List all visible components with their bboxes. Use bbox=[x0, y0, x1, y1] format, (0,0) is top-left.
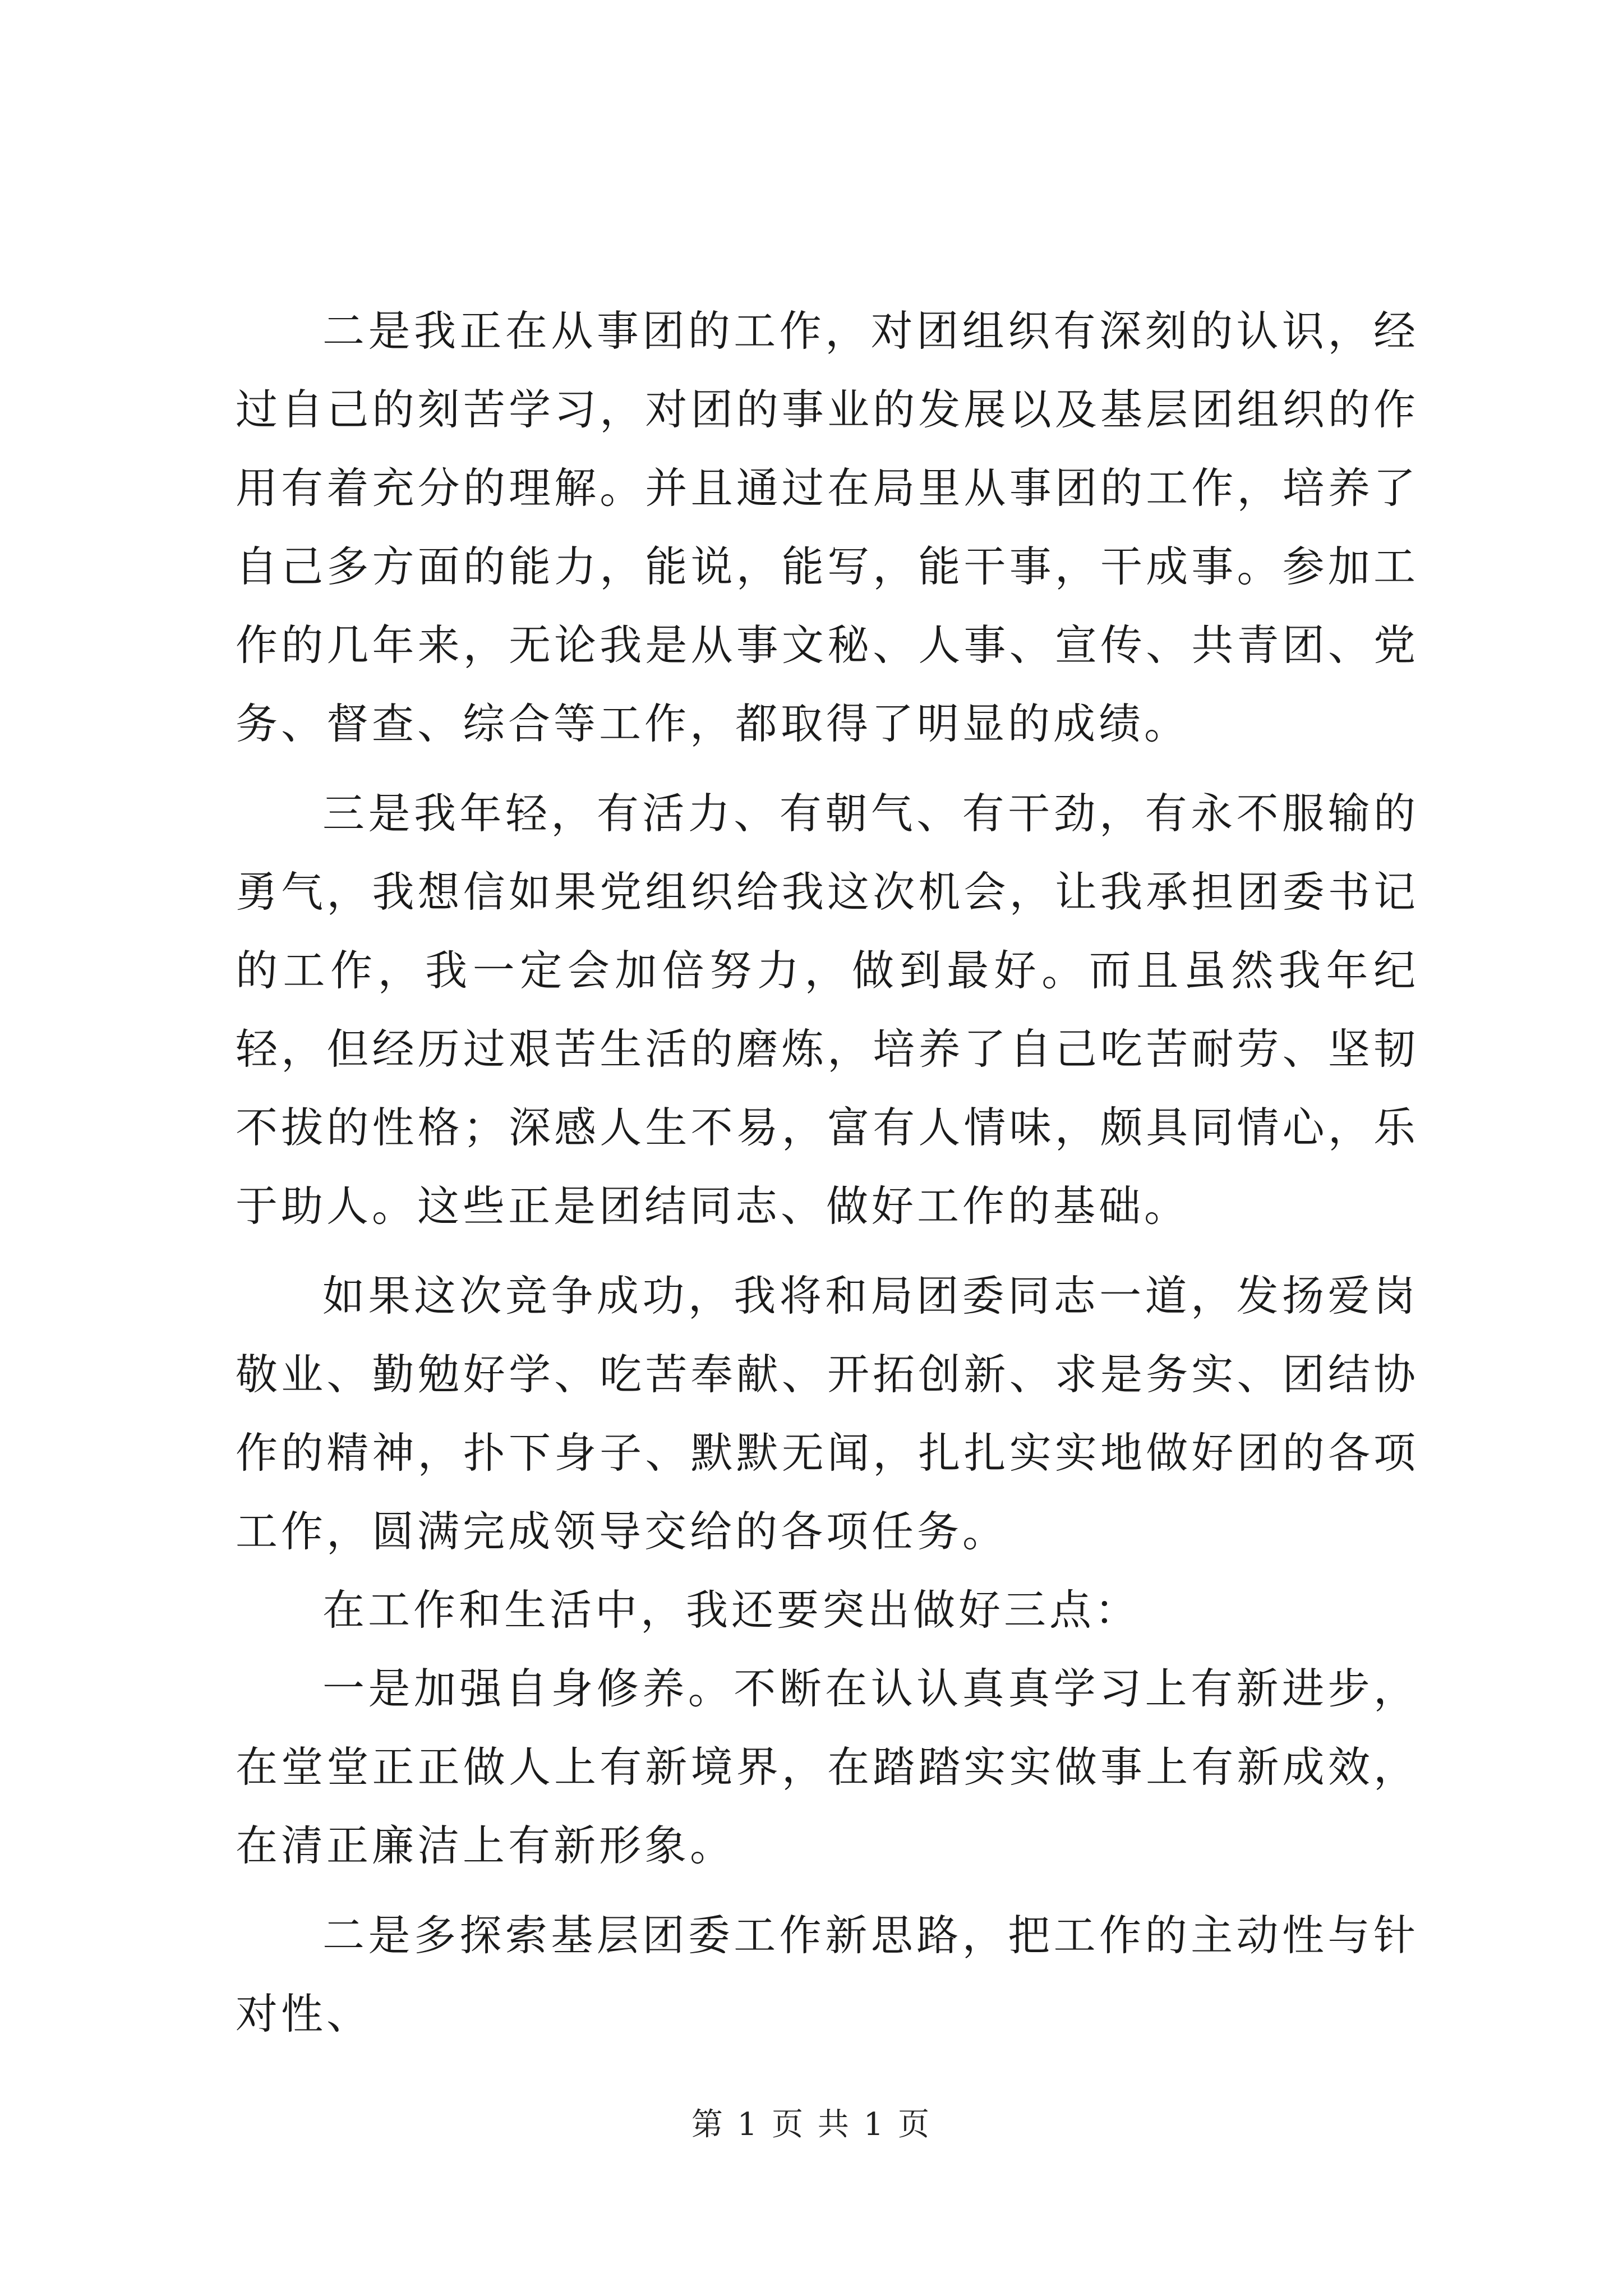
document-body bbox=[236, 292, 1419, 2053]
page-number-footer: 第 1 页 共 1 页 bbox=[691, 2106, 932, 2143]
paragraph-2: 三是我年轻，有活力、有朝气、有干劲，有永不服输的勇气，我想信如果党组织给我这次机会，让我承担团委书记的工作，我一定会加倍努力，做到最好。而且虽然我年纪轻，但经历过艰苦生活的磨炼，培养了自己吃苦耐劳、坚韧不拔的性格；深感人生不易，富有人情味，颇具同情心，乐于助人。这些正是团结同志、做好工作的基础。 bbox=[236, 789, 1419, 1231]
paragraph-6: 二是多探索基层团委工作新思路，把工作的主动性与针对性、 bbox=[236, 1911, 1419, 2039]
paragraph-1: 二是我正在从事团的工作，对团组织有深刻的认识，经过自己的刻苦学习，对团的事业的发展以及基层团组织的作用有着充分的理解。并且通过在局里从事团的工作，培养了自己多方面的能力，能说，能写，能干事，干成事。参加工作的几年来，无论我是从事文秘、人事、宣传、共青团、党务、督查、综合等工作，都取得了明显的成绩。 bbox=[236, 306, 1419, 748]
paragraph-5: 一是加强自身修养。不断在认认真真学习上有新进步，在堂堂正正做人上有新境界，在踏踏实实做事上有新成效，在清正廉洁上有新形象。 bbox=[236, 1664, 1419, 1870]
paragraph-4: 在工作和生活中，我还要突出做好三点： bbox=[322, 1585, 1141, 1635]
paragraph-3: 如果这次竞争成功，我将和局团委同志一道，发扬爱岗敬业、勤勉好学、吃苦奉献、开拓创新、求是务实、团结协作的精神，扑下身子、默默无闻，扎扎实实地做好团的各项工作，圆满完成领导交给的各项任务。 bbox=[236, 1271, 1419, 1556]
